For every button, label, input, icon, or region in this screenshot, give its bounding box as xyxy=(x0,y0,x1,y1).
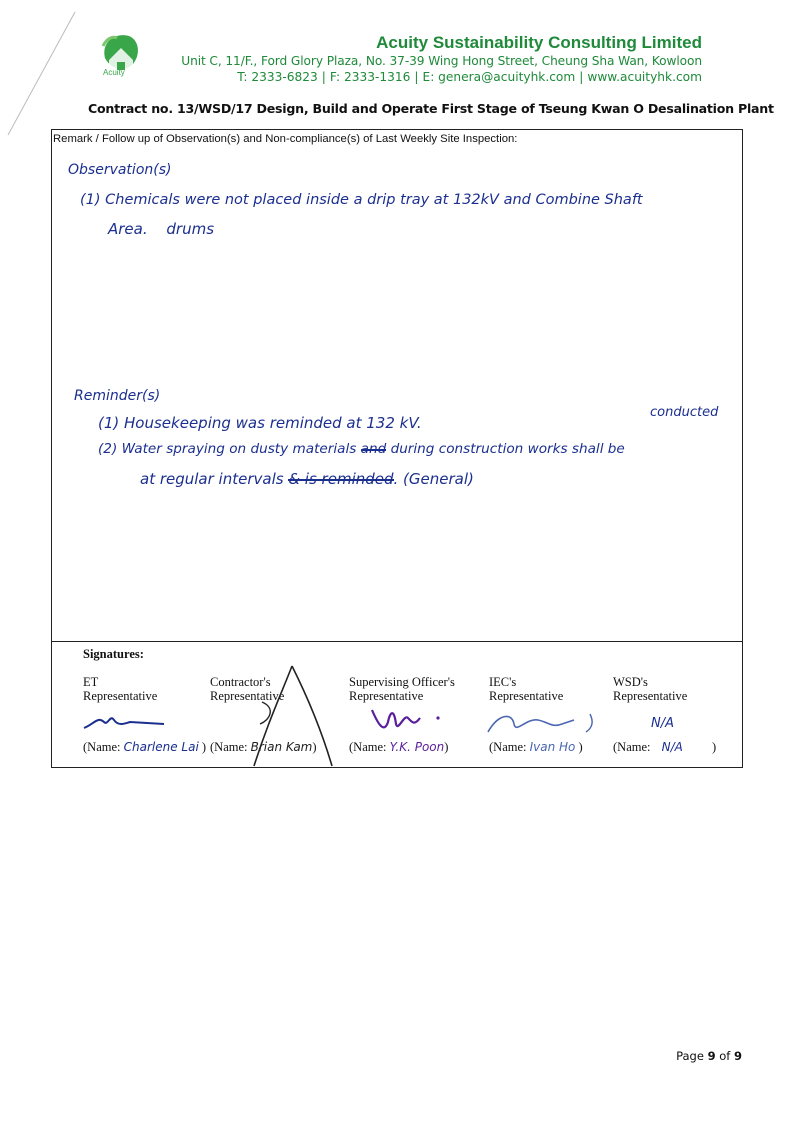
reminder-2-struck-phrase: & is reminded xyxy=(288,470,394,488)
contractor-name xyxy=(210,740,317,755)
logo-text: Acuity xyxy=(103,68,125,77)
wsd-role-line-1: WSD's xyxy=(613,675,648,689)
iec-role xyxy=(489,675,563,703)
wsd-role xyxy=(613,675,687,703)
iec-name xyxy=(489,740,583,755)
name-prefix: (Name: xyxy=(613,740,651,754)
name-close: ) xyxy=(578,740,583,754)
phone: T: 2333-6823 xyxy=(237,70,318,84)
observations-heading: Observation(s) xyxy=(68,162,172,178)
separator: | xyxy=(579,70,584,84)
page-number xyxy=(676,1049,742,1063)
observation-1-area: Area. xyxy=(108,220,148,238)
page-of: of xyxy=(719,1049,731,1063)
et-name xyxy=(83,740,206,755)
reminder-2-text-a: (2) Water spraying on dusty materials xyxy=(98,441,357,457)
name-prefix: (Name: xyxy=(489,740,527,754)
contractor-name-value: Brian Kam xyxy=(250,740,313,754)
observation-1-line-2 xyxy=(108,220,214,238)
so-name-value: Y.K. Poon xyxy=(389,740,445,754)
iec-name-value: Ivan Ho xyxy=(529,740,576,754)
contractor-role-line-2: Representative xyxy=(210,689,285,703)
observation-1-insert: drums xyxy=(166,220,215,238)
company-name: Acuity Sustainability Consulting Limited xyxy=(376,33,702,52)
observation-1-line-1: (1) Chemicals were not placed inside a drip tray at 132kV and Combine Shaft xyxy=(80,192,643,208)
supervising-officer-role xyxy=(349,675,455,703)
leaf-house-icon xyxy=(95,28,147,90)
reminder-2-line-1 xyxy=(98,441,625,457)
reminder-2-text-c: at regular intervals xyxy=(140,470,284,488)
page-total: 9 xyxy=(733,1049,742,1063)
company-contact-line xyxy=(237,70,702,84)
name-close: ) xyxy=(312,740,317,754)
wsd-signature: N/A xyxy=(651,716,674,731)
so-role-line-1: Supervising Officer's xyxy=(349,675,455,689)
reminders-heading: Reminder(s) xyxy=(74,388,161,404)
wsd-name xyxy=(613,740,716,755)
name-prefix: (Name: xyxy=(349,740,387,754)
remark-label: Remark / Follow up of Observation(s) and Non-compliance(s) of Last Weekly Site Inspection: xyxy=(53,133,518,145)
name-close: ) xyxy=(201,740,207,754)
reminder-2-line-2 xyxy=(140,470,474,488)
page-prefix: Page xyxy=(676,1049,704,1063)
wsd-role-line-2: Representative xyxy=(613,689,688,703)
website: www.acuityhk.com xyxy=(587,70,702,84)
supervising-officer-signature xyxy=(368,704,458,738)
et-signature xyxy=(80,706,170,736)
company-address: Unit C, 11/F., Ford Glory Plaza, No. 37-39 Wing Hong Street, Cheung Sha Wan, Kowloon xyxy=(181,54,702,68)
so-role-line-2: Representative xyxy=(349,689,424,703)
et-role-line-2: Representative xyxy=(83,689,158,703)
reminder-2-text-d: . (General) xyxy=(393,470,474,488)
supervising-officer-name xyxy=(349,740,448,755)
contractor-role-line-1: Contractor's xyxy=(210,675,271,689)
et-role-line-1: ET xyxy=(83,675,99,689)
name-prefix: (Name: xyxy=(83,740,121,754)
contract-title: Contract no. 13/WSD/17 Design, Build and Operate First Stage of Tseung Kwan O Desalination Plant xyxy=(88,101,774,116)
name-close: ) xyxy=(711,740,717,754)
separator: | xyxy=(321,70,326,84)
et-name-value: Charlene Lai xyxy=(123,740,199,754)
fax: F: 2333-1316 xyxy=(329,70,411,84)
wsd-name-value: N/A xyxy=(661,740,683,754)
et-role xyxy=(83,675,157,703)
page-current: 9 xyxy=(707,1049,716,1063)
company-logo xyxy=(95,28,147,90)
reminder-2-struck-word: and xyxy=(360,441,387,457)
name-prefix: (Name: xyxy=(210,740,248,754)
iec-role-line-1: IEC's xyxy=(489,675,517,689)
iec-signature xyxy=(482,708,602,740)
iec-role-line-2: Representative xyxy=(489,689,564,703)
signatures-title: Signatures: xyxy=(83,647,144,661)
signature-divider xyxy=(51,641,742,642)
reminder-2-text-b: during construction works shall be xyxy=(390,441,625,457)
reminder-1: (1) Housekeeping was reminded at 132 kV. xyxy=(98,414,422,432)
separator: | xyxy=(414,70,419,84)
reminder-conducted-insert: conducted xyxy=(650,405,719,420)
email: E: genera@acuityhk.com xyxy=(422,70,576,84)
name-close: ) xyxy=(444,740,449,754)
corner-scan-line xyxy=(0,0,90,140)
